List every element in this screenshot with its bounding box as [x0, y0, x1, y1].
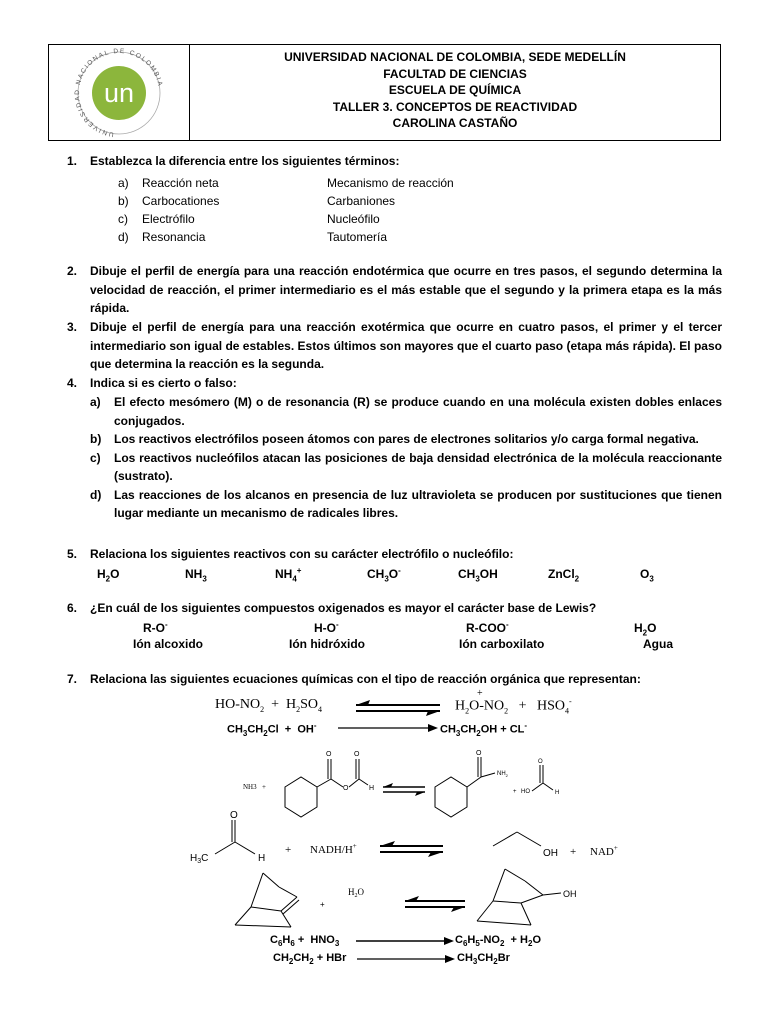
plus-sign: +: [513, 789, 517, 795]
q1-left: Carbocationes: [142, 194, 220, 208]
q1-left: Reacción neta: [142, 176, 219, 190]
h3c-label: $H_3C$: [190, 853, 209, 865]
formula-h2o: $H_2O$: [634, 621, 657, 638]
rxn5-structures: [225, 865, 595, 933]
q6-text: ¿En cuál de los siguientes compuestos oxigenados es mayor el carácter base de Lewis?: [90, 601, 597, 615]
q1-left: Electrófilo: [142, 212, 195, 226]
q4-item: Las reacciones de los alcanos en presencia de luz ultravioleta se producen por sustituciones que tienen lugar mediante un mecanismo de radicales libres.: [114, 487, 722, 520]
university-seal-icon: [49, 45, 189, 140]
o-label: O: [476, 750, 482, 757]
reagent-ch3o: $CH_3O^-$: [367, 566, 401, 584]
plus-sign: +: [262, 783, 266, 791]
q5-text: Relaciona los siguientes reactivos con su carácter electrófilo o nucleófilo:: [90, 547, 514, 561]
q1-right: Tautomería: [327, 230, 388, 244]
header-line: TALLER 3. CONCEPTOS DE REACTIVIDAD: [332, 99, 578, 114]
q1-letter: a): [118, 176, 129, 190]
q4-letter: d): [90, 487, 102, 502]
q7-text: Relaciona las siguientes ecuaciones químicas con el tipo de reacción orgánica que representan:: [90, 672, 641, 686]
formula-rcoo: R-COO-: [466, 620, 509, 635]
header-text: [190, 49, 720, 132]
plus-sign: +: [285, 844, 292, 856]
oh-label: OH: [563, 889, 577, 899]
rxn6-products: $C_6H_5-NO_2 + H_2O$: [455, 934, 541, 949]
q6-number: 6.: [67, 601, 78, 615]
header-line: FACULTAD DE CIENCIAS: [383, 66, 527, 81]
q1-text: Establezca la diferencia entre los siguientes términos:: [90, 154, 400, 168]
water-h: H: [348, 887, 355, 897]
rxn2-reactants: $CH_3CH_2Cl + OH^-$: [227, 721, 317, 738]
q1-list: [118, 174, 518, 246]
rxn1-products: $H_2O-NO_2 + HSO_4^-$: [455, 697, 572, 716]
q4-letter: a): [90, 395, 101, 409]
q4-number: 4.: [67, 376, 78, 390]
equilibrium-arrow-icon: [352, 700, 444, 716]
rxn1-reactants: $HO-NO_2 + H_2SO_4$: [215, 697, 323, 714]
name-hydroxide: Ión hidróxido: [289, 637, 365, 651]
name-carboxylate: Ión carboxilato: [459, 637, 545, 651]
q4-letter: c): [90, 450, 101, 465]
q2-number: 2.: [67, 264, 78, 278]
water-label: $H_2O$: [348, 887, 364, 899]
o-label: O: [326, 751, 332, 758]
nad-text: NAD: [590, 846, 614, 858]
seal-text: UNIVERSIDAD NACIONAL DE COLOMBIA: [73, 47, 164, 138]
formula-ho: H-O-: [314, 620, 339, 635]
q1-letter: d): [118, 230, 129, 244]
oxonium-plus: +: [477, 688, 483, 699]
q4-letter: b): [90, 432, 102, 446]
formula-ro: R-O-: [143, 620, 168, 635]
header-line: ESCUELA DE QUÍMICA: [388, 83, 522, 98]
nadh-label: NADH/H+: [310, 842, 357, 856]
q7-number: 7.: [67, 672, 78, 686]
rxn7-reactants: $CH_2CH_2$ + HBr: [273, 952, 347, 967]
h3c-h: H: [190, 853, 198, 864]
name-water: Agua: [643, 637, 673, 651]
name-alkoxide: Ión alcoxido: [133, 637, 204, 651]
q2-text: Dibuje el perfil de energía para una reacción endotérmica que ocurre en tres pasos, el segundo determina la velocidad de reacción, el primer intermediario es el más estable que el segundo y la primera etapa es la más rápida.: [90, 264, 722, 315]
q1-left: Resonancia: [142, 230, 206, 244]
q1-letter: c): [118, 212, 128, 226]
o-label: O: [343, 785, 349, 792]
header-line: UNIVERSIDAD NACIONAL DE COLOMBIA, SEDE MEDELLÍN: [284, 50, 626, 64]
q4-item: El efecto mesómero (M) o de resonancia (R) se produce cuando en una molécula existen dobles enlaces conjugados.: [114, 395, 722, 428]
logo-text: un: [103, 78, 135, 108]
q4-item: Los reactivos nucleófilos atacan las posiciones de baja densidad electrónica de la molécula reaccionante (sustrato).: [114, 450, 722, 483]
o-label: O: [538, 759, 543, 765]
nh2-text: NH: [497, 771, 506, 777]
rxn6-reactants: $C_6H_6 + HNO_3$: [270, 934, 340, 949]
reagent-h2o: $H_2O$: [97, 567, 120, 584]
nadh-text: NADH/H: [310, 844, 353, 856]
h-label: H: [258, 853, 266, 864]
h-label: H: [555, 790, 560, 796]
q1-right: Nucleófilo: [327, 212, 380, 226]
plus-sign: +: [320, 900, 325, 909]
q1-right: Mecanismo de reacción: [327, 176, 454, 190]
university-logo: [49, 45, 190, 140]
reagent-zncl2: ZnCl$_2$: [548, 567, 580, 584]
reagent-nh3: $NH_3$: [185, 567, 207, 584]
reagent-ch3oh: $CH_3OH$: [458, 567, 498, 584]
rxn2-products: $CH_3CH_2OH + CL^-$: [440, 721, 528, 738]
header-box: [48, 44, 721, 141]
q4-list: [90, 393, 722, 523]
rxn4-structures: [185, 808, 645, 868]
q3-number: 3.: [67, 320, 78, 334]
nh3-label: NH3: [243, 783, 257, 791]
arrow-icon: [356, 936, 454, 946]
q5-number: 5.: [67, 547, 78, 561]
q3-text: Dibuje el perfil de energía para una reacción exotérmica que ocurre en cuatro pasos, el primer y el tercer intermediario son igual de estables. Estos últimos son mayores que el cuarto paso (etapa más rápida). El paso que determina la reacción es la segunda.: [90, 320, 722, 371]
q4-item: Los reactivos electrófilos poseen átomos con pares de electrones solitarios y/o carga formal negativa.: [114, 432, 699, 446]
header-line: CAROLINA CASTAÑO: [392, 116, 518, 131]
reagent-nh4: $NH_4^+$: [275, 566, 302, 584]
plus-sign: +: [570, 846, 577, 858]
q1-right: Carbaniones: [327, 194, 396, 208]
q4-text: Indica si es cierto o falso:: [90, 376, 237, 390]
ho-label: HO: [521, 789, 530, 795]
h-label: H: [369, 785, 375, 792]
rxn7-products: $CH_3CH_2Br$: [457, 952, 510, 967]
q1-number: 1.: [67, 154, 78, 168]
oh-label: OH: [543, 848, 558, 859]
o-label: O: [354, 751, 360, 758]
nh2-label: $NH_2$: [497, 771, 508, 778]
reagent-o3: $O_3$: [640, 567, 654, 584]
arrow-icon: [338, 723, 438, 733]
o-label: O: [230, 810, 238, 821]
arrow-icon: [357, 954, 455, 964]
nad-label: NAD+: [590, 844, 618, 858]
q1-letter: b): [118, 194, 129, 208]
